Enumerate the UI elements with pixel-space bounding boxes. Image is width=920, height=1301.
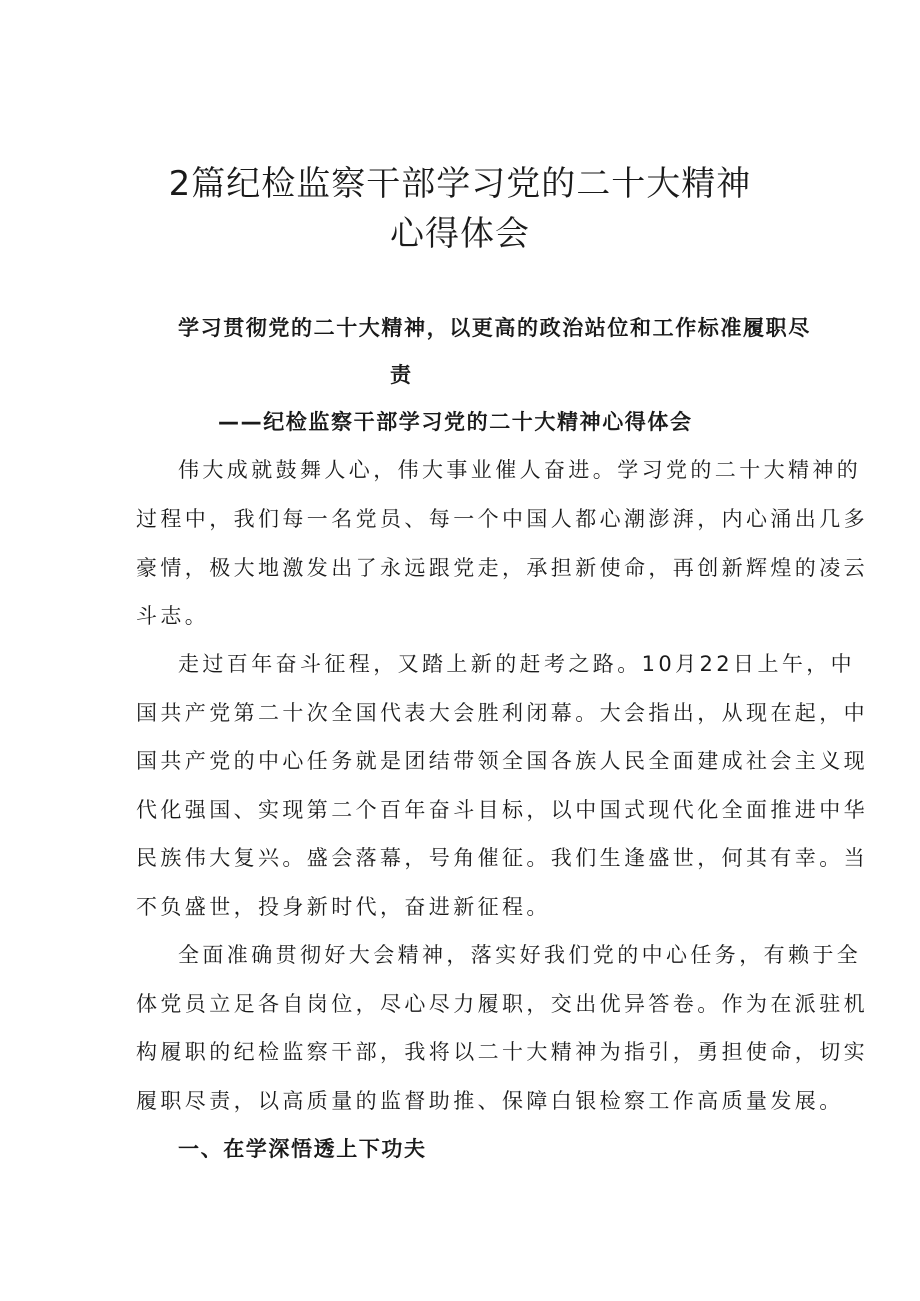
article-heading-line-1: 学习贯彻党的二十大精神，以更高的政治站位和工作标准履职尽 (178, 316, 811, 340)
article-subtitle: ——纪检监察干部学习党的二十大精神心得体会 (218, 410, 693, 434)
paragraph-2-line-3: 国共产党的中心任务就是团结带领全国各族人民全面建成社会主义现 (136, 749, 868, 773)
paragraph-2-line-5: 民族伟大复兴。盛会落幕，号角催征。我们生逢盛世，何其有幸。当 (136, 846, 868, 870)
document-title-line-2: 心得体会 (390, 214, 530, 254)
article-heading-line-2: 责 (390, 363, 413, 387)
paragraph-3-line-4: 履职尽责，以高质量的监督助推、保障白银检察工作高质量发展。 (136, 1089, 844, 1113)
paragraph-2-line-1: 走过百年奋斗征程，又踏上新的赶考之路。10月22日上午，中 (178, 652, 856, 676)
paragraph-2-line-4: 代化强国、实现第二个百年奋斗目标，以中国式现代化全面推进中华 (136, 798, 868, 822)
paragraph-1-line-3: 豪情，极大地激发出了永远跟党走，承担新使命，再创新辉煌的凌云 (136, 556, 868, 580)
paragraph-2-line-2: 国共产党第二十次全国代表大会胜利闭幕。大会指出，从现在起，中 (136, 701, 868, 725)
document-title-line-1: 2篇纪检监察干部学习党的二十大精神 (168, 164, 752, 204)
paragraph-2-line-6: 不负盛世，投身新时代，奋进新征程。 (136, 895, 551, 919)
paragraph-3-line-3: 构履职的纪检监察干部，我将以二十大精神为指引，勇担使命，切实 (136, 1040, 868, 1064)
paragraph-1-line-1: 伟大成就鼓舞人心，伟大事业催人奋进。学习党的二十大精神的 (178, 458, 862, 482)
paragraph-3-line-1: 全面准确贯彻好大会精神，落实好我们党的中心任务，有赖于全 (178, 943, 862, 967)
paragraph-1-line-2: 过程中，我们每一名党员、每一个中国人都心潮澎湃，内心涌出几多 (136, 507, 868, 531)
section-heading-1: 一、在学深悟透上下功夫 (178, 1137, 427, 1161)
paragraph-1-line-4: 斗志。 (136, 604, 210, 628)
paragraph-3-line-2: 体党员立足各自岗位，尽心尽力履职，交出优异答卷。作为在派驻机 (136, 992, 868, 1016)
